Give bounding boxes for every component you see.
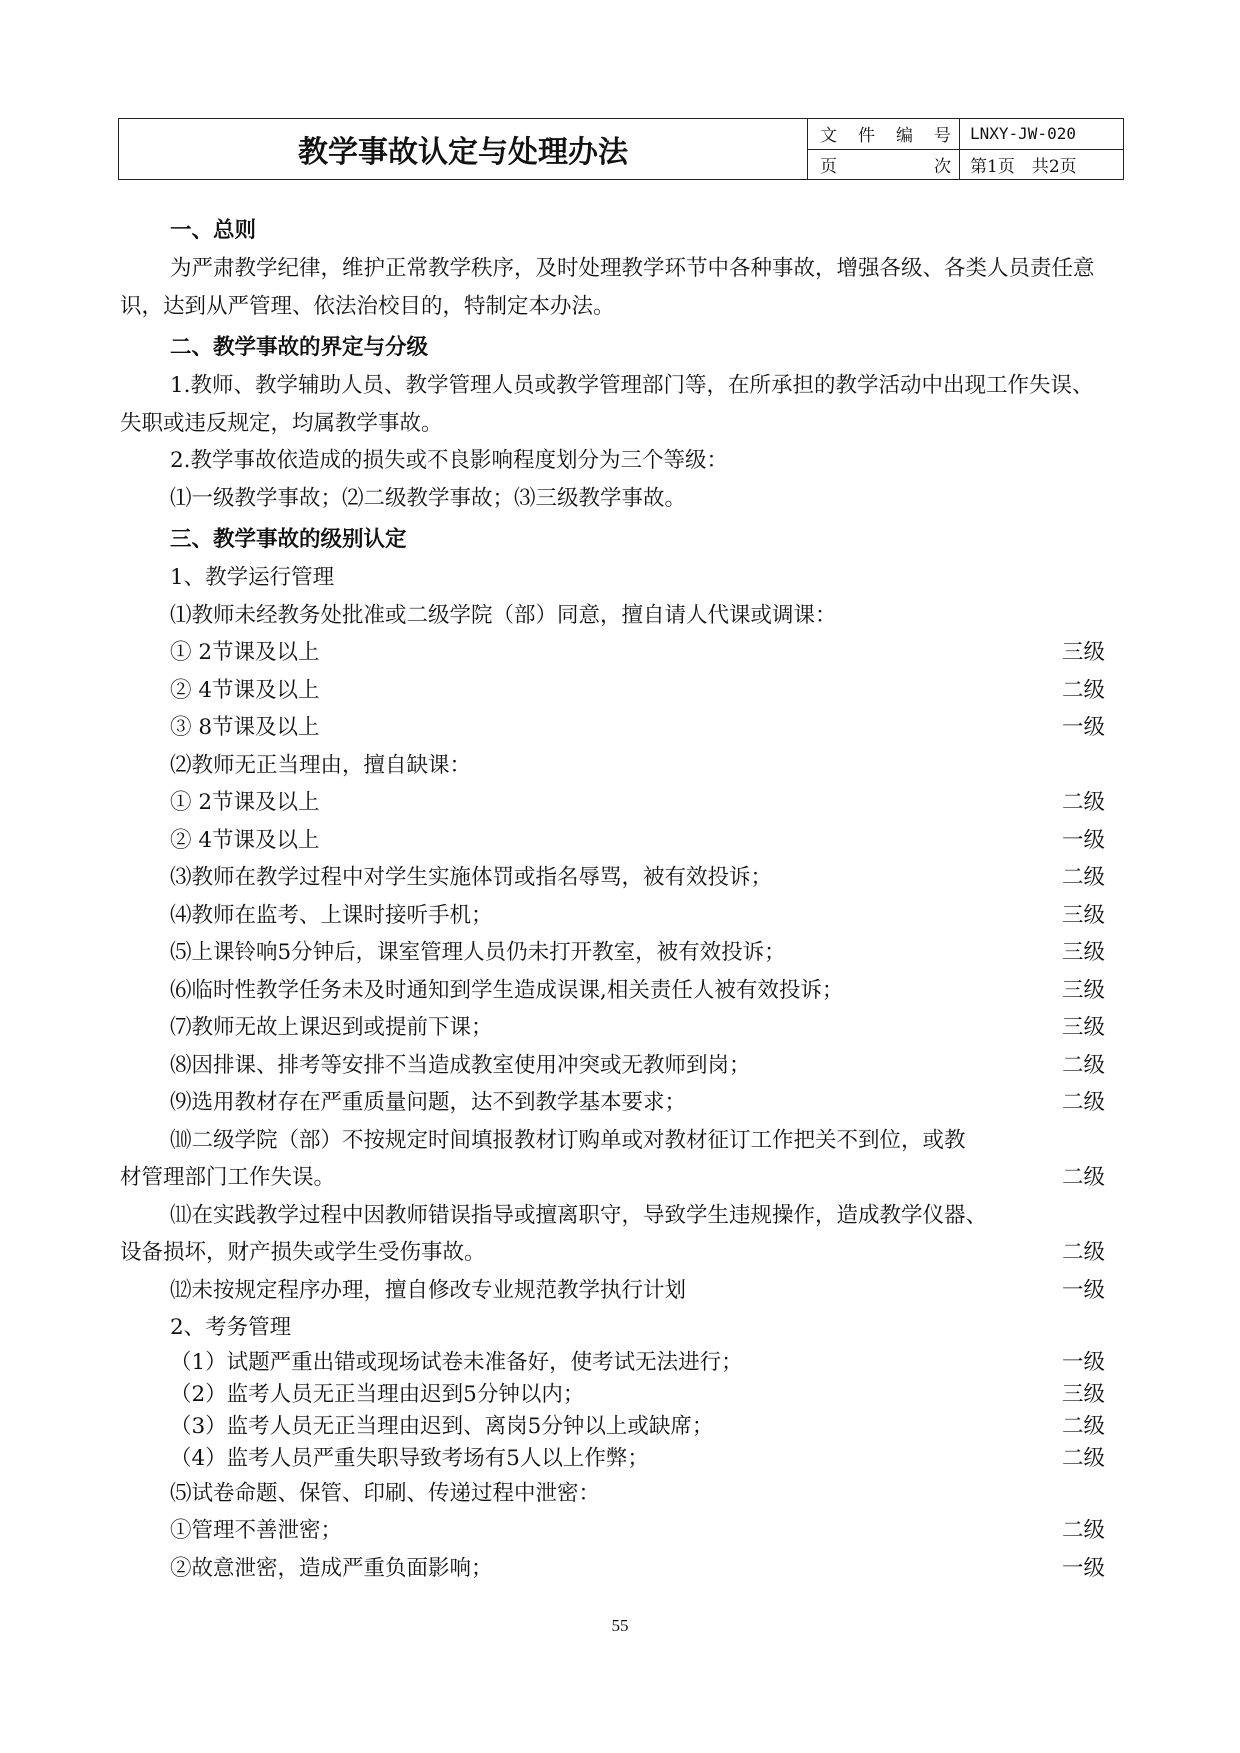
page-number: 55 [611, 1616, 629, 1635]
document-body [120, 212, 1115, 1587]
doc-number-label: 文 件 编 号 [808, 119, 960, 149]
doc-number-value: LNXY-JW-020 [970, 124, 1076, 144]
list-item: ① 2节课及以上 二级 [170, 790, 1105, 815]
paragraph: 1.教师、教学辅助人员、教学管理人员或教学管理部门等，在所承担的教学活动中出现工作失误、失职或违反规定，均属教学事故。 [120, 373, 1094, 436]
paragraph: 为严肃教学纪律，维护正常教学秩序，及时处理教学环节中各种事故，增强各级、各类人员责任意识，达到从严管理、依法治校目的，特制定本办法。 [120, 256, 1095, 319]
page-count-label: 页 次 [808, 150, 960, 180]
page-count-value: 第1页 共2页 [970, 156, 1077, 177]
list-item: ③ 8节课及以上 一级 [170, 715, 1105, 740]
section-heading: 三、教学事故的级别认定 [170, 527, 407, 552]
list-item: ⑺教师无故上课迟到或提前下课； 三级 [170, 1015, 1105, 1040]
list-item: ⑸上课铃响5分钟后，课室管理人员仍未打开教室，被有效投诉； 三级 [170, 940, 1105, 965]
list-item: ⑹临时性教学任务未及时通知到学生造成误课,相关责任人被有效投诉； 三级 [170, 977, 1105, 1003]
list-item: ⑻因排课、排考等安排不当造成教室使用冲突或无教师到岗； 二级 [170, 1052, 1105, 1078]
page-count-row [808, 149, 1123, 180]
subsection-title: 2、考务管理 [170, 1315, 292, 1340]
list-item: ⑷教师在监考、上课时接听手机； 三级 [170, 902, 1105, 928]
list-item: ①管理不善泄密； 二级 [170, 1518, 1105, 1543]
list-item-multiline: ⑽二级学院（部）不按规定时间填报教材订购单或对教材征订工作把关不到位，或教 [170, 1127, 966, 1153]
list-item: ②故意泄密，造成严重负面影响； 一级 [170, 1555, 1105, 1581]
item-title: ⑵教师无正当理由，擅自缺课： [170, 752, 472, 778]
section-heading: 二、教学事故的界定与分级 [170, 335, 429, 360]
item-title: ⑴教师未经教务处批准或二级学院（部）同意，擅自请人代课或调课： [170, 602, 837, 628]
header-meta [808, 119, 1123, 179]
item-title: ⑸试卷命题、保管、印刷、传递过程中泄密： [170, 1480, 601, 1506]
doc-number-row [808, 119, 1123, 149]
list-item: ② 4节课及以上 二级 [170, 677, 1105, 703]
list-item: （3）监考人员无正当理由迟到、离岗5分钟以上或缺席； 二级 [170, 1413, 1105, 1439]
list-item: （4）监考人员严重失职导致考场有5人以上作弊； 二级 [170, 1445, 1105, 1471]
subsection-title: 1、教学运行管理 [170, 565, 335, 590]
list-item-multiline: ⑾在实践教学过程中因教师错误指导或擅离职守，导致学生违规操作，造成教学仪器、 [170, 1202, 988, 1228]
list-item-continuation: 材管理部门工作失误。 二级 [120, 1165, 1105, 1190]
paragraph: 2.教学事故依造成的损失或不良影响程度划分为三个等级： [170, 448, 729, 473]
list-item: （2）监考人员无正当理由迟到5分钟以内； 三级 [170, 1381, 1105, 1407]
list-item: ① 2节课及以上 三级 [170, 640, 1105, 665]
list-item-continuation: 设备损坏，财产损失或学生受伤事故。 二级 [120, 1240, 1105, 1265]
header-table [118, 118, 1124, 180]
list-item: ② 4节课及以上 一级 [170, 827, 1105, 853]
list-item: （1）试题严重出错或现场试卷未准备好，使考试无法进行； 一级 [170, 1349, 1105, 1375]
list-item: ⑼选用教材存在严重质量问题，达不到教学基本要求； 二级 [170, 1090, 1105, 1115]
list-item: ⑿未按规定程序办理，擅自修改专业规范教学执行计划 一级 [170, 1277, 1105, 1303]
section-heading: 一、总则 [170, 218, 257, 243]
list-item: ⑶教师在教学过程中对学生实施体罚或指名辱骂，被有效投诉； 二级 [170, 865, 1105, 890]
paragraph: ⑴一级教学事故；⑵二级教学事故；⑶三级教学事故。 [170, 485, 687, 511]
document-title: 教学事故认定与处理办法 [119, 119, 808, 179]
